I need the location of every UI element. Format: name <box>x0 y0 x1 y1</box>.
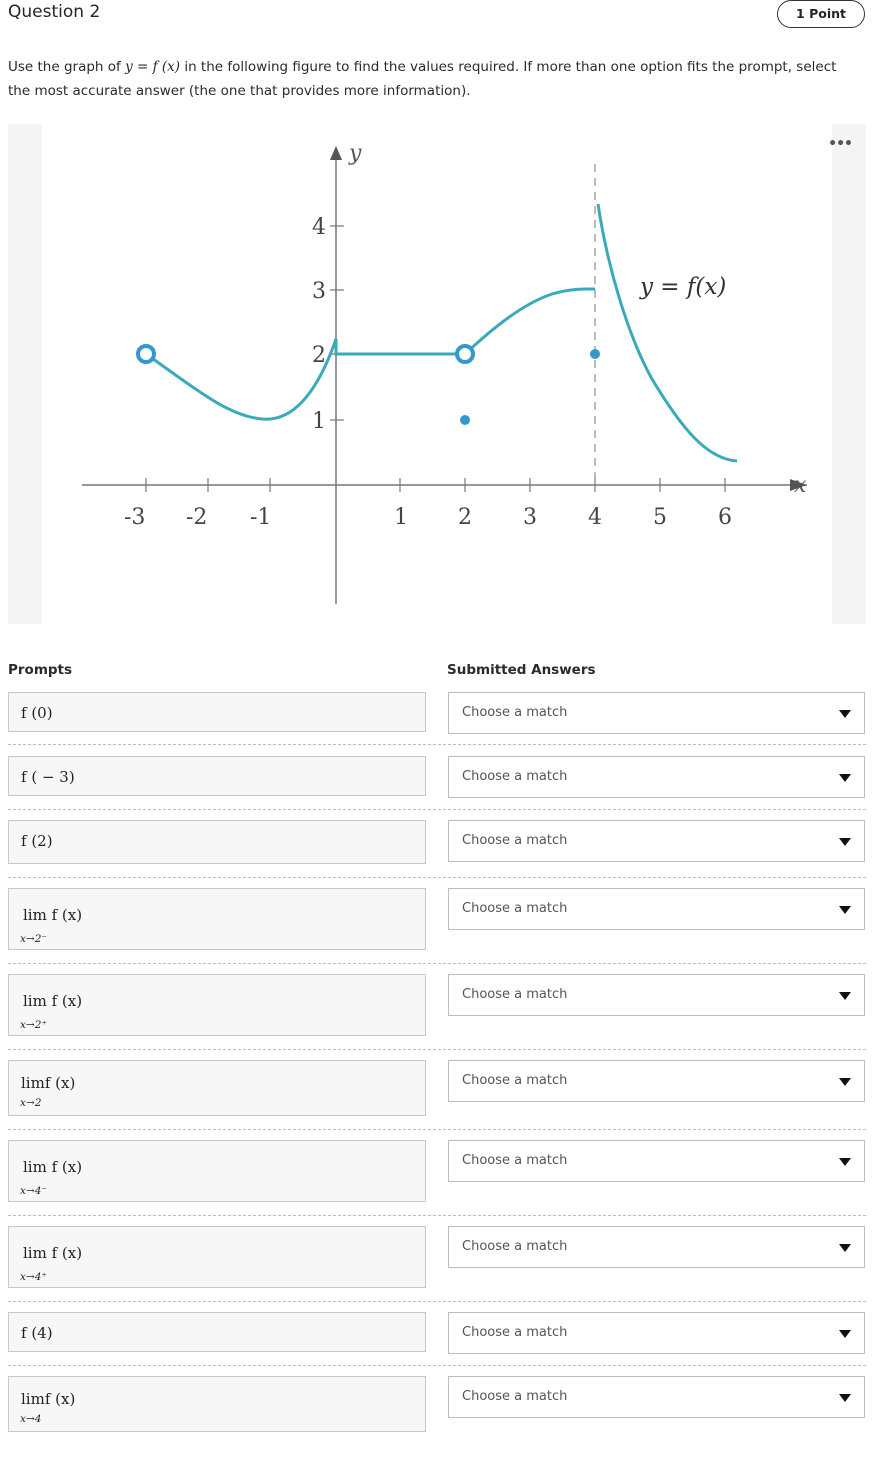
x-tick-label: -3 <box>124 505 146 530</box>
curve-segment-left <box>146 339 336 419</box>
answer-placeholder: Choose a match <box>462 833 568 848</box>
answer-placeholder: Choose a match <box>462 901 568 916</box>
filled-point <box>590 349 600 359</box>
prompt-text: lim f (x) <box>23 906 83 924</box>
x-tick-label: 5 <box>653 505 667 530</box>
question-title: Question 2 <box>8 2 101 22</box>
prompt-item <box>8 888 426 950</box>
prompt-item <box>8 1226 426 1288</box>
caret-down-icon <box>839 1158 851 1166</box>
prompt-text: f ( − 3) <box>21 768 75 786</box>
answer-dropdown[interactable] <box>448 820 865 862</box>
row-divider <box>8 877 866 878</box>
prompt-limit-subscript: x→2 <box>20 1097 42 1109</box>
x-tick-label: 3 <box>523 505 537 530</box>
x-axis-label: x <box>794 473 807 498</box>
prompt-text: lim f (x) <box>23 1158 83 1176</box>
prompt-item <box>8 1376 426 1432</box>
more-horizontal-icon[interactable]: ••• <box>828 136 852 152</box>
caret-down-icon <box>839 1394 851 1402</box>
row-divider <box>8 1301 866 1302</box>
row-divider <box>8 1215 866 1216</box>
caret-down-icon <box>839 906 851 914</box>
prompt-limit-subscript: x→2⁻ <box>20 933 47 945</box>
answer-dropdown[interactable] <box>448 974 865 1016</box>
x-tick-label: 6 <box>718 505 732 530</box>
filled-point <box>460 415 470 425</box>
answer-placeholder: Choose a match <box>462 1073 568 1088</box>
prompt-item <box>8 1140 426 1202</box>
prompt-text: limf (x) <box>21 1390 76 1408</box>
prompt-limit-subscript: x→2⁺ <box>20 1019 47 1031</box>
caret-down-icon <box>839 1244 851 1252</box>
row-divider <box>8 1049 866 1050</box>
figure-panel <box>8 124 866 624</box>
y-ticks <box>330 226 344 420</box>
function-graph <box>42 124 832 624</box>
prompt-item <box>8 974 426 1036</box>
row-divider <box>8 744 866 745</box>
answer-placeholder: Choose a match <box>462 1325 568 1340</box>
prompt-item <box>8 756 426 796</box>
y-tick-label: 1 <box>312 409 326 434</box>
caret-down-icon <box>839 992 851 1000</box>
x-tick-label: -2 <box>186 505 208 530</box>
open-circle-point <box>138 346 154 362</box>
answer-dropdown[interactable] <box>448 888 865 930</box>
curve-segment-flat <box>336 339 465 354</box>
curve-label: y = f(x) <box>640 274 727 300</box>
answer-placeholder: Choose a match <box>462 1389 568 1404</box>
y-axis-arrow <box>330 146 342 160</box>
answer-placeholder: Choose a match <box>462 705 568 720</box>
curve-segment-fall <box>598 204 737 461</box>
prompt-item <box>8 820 426 864</box>
answer-placeholder: Choose a match <box>462 987 568 1002</box>
answer-dropdown[interactable] <box>448 1226 865 1268</box>
row-divider <box>8 963 866 964</box>
prompt-text: lim f (x) <box>23 1244 83 1262</box>
prompt-limit-subscript: x→4 <box>20 1413 42 1425</box>
x-tick-label: 1 <box>394 505 408 530</box>
caret-down-icon <box>839 1330 851 1338</box>
prompt-text: f (4) <box>21 1324 53 1342</box>
prompt-limit-subscript: x→4⁻ <box>20 1185 47 1197</box>
open-circle-point <box>457 346 473 362</box>
prompt-item <box>8 1060 426 1116</box>
prompt-limit-subscript: x→4⁺ <box>20 1271 47 1283</box>
prompt-item <box>8 1312 426 1352</box>
answers-column-heading: Submitted Answers <box>447 662 596 678</box>
answer-dropdown[interactable] <box>448 692 865 734</box>
caret-down-icon <box>839 838 851 846</box>
answer-placeholder: Choose a match <box>462 1153 568 1168</box>
prompts-column-heading: Prompts <box>8 662 73 678</box>
instructions-math: y = f (x) <box>125 59 181 75</box>
row-divider <box>8 809 866 810</box>
answer-dropdown[interactable] <box>448 756 865 798</box>
prompt-text: lim f (x) <box>23 992 83 1010</box>
answer-dropdown[interactable] <box>448 1312 865 1354</box>
graph-image <box>42 124 832 624</box>
y-tick-label: 2 <box>312 343 326 368</box>
answer-placeholder: Choose a match <box>462 769 568 784</box>
points-badge: 1 Point <box>777 0 865 28</box>
answer-placeholder: Choose a match <box>462 1239 568 1254</box>
answer-dropdown[interactable] <box>448 1060 865 1102</box>
caret-down-icon <box>839 710 851 718</box>
x-tick-label: -1 <box>250 505 272 530</box>
instructions-text-start: Use the graph of <box>8 59 126 75</box>
question-instructions <box>8 56 858 103</box>
caret-down-icon <box>839 1078 851 1086</box>
caret-down-icon <box>839 774 851 782</box>
answer-dropdown[interactable] <box>448 1140 865 1182</box>
y-axis-label: y <box>349 141 362 166</box>
prompt-text: limf (x) <box>21 1074 76 1092</box>
row-divider <box>8 1365 866 1366</box>
x-tick-label: 2 <box>458 505 472 530</box>
row-divider <box>8 1129 866 1130</box>
instructions-text-end: in the following figure to find the values required. If more than one option fits the prompt, select the most accurate answer (the one that provides more information). <box>8 59 837 99</box>
y-tick-label: 4 <box>312 215 326 240</box>
curve-segment-rise <box>465 289 595 354</box>
x-tick-label: 4 <box>588 505 602 530</box>
prompt-text: f (2) <box>21 832 53 850</box>
y-tick-label: 3 <box>312 279 326 304</box>
answer-dropdown[interactable] <box>448 1376 865 1418</box>
prompt-item <box>8 692 426 732</box>
prompt-text: f (0) <box>21 704 53 722</box>
